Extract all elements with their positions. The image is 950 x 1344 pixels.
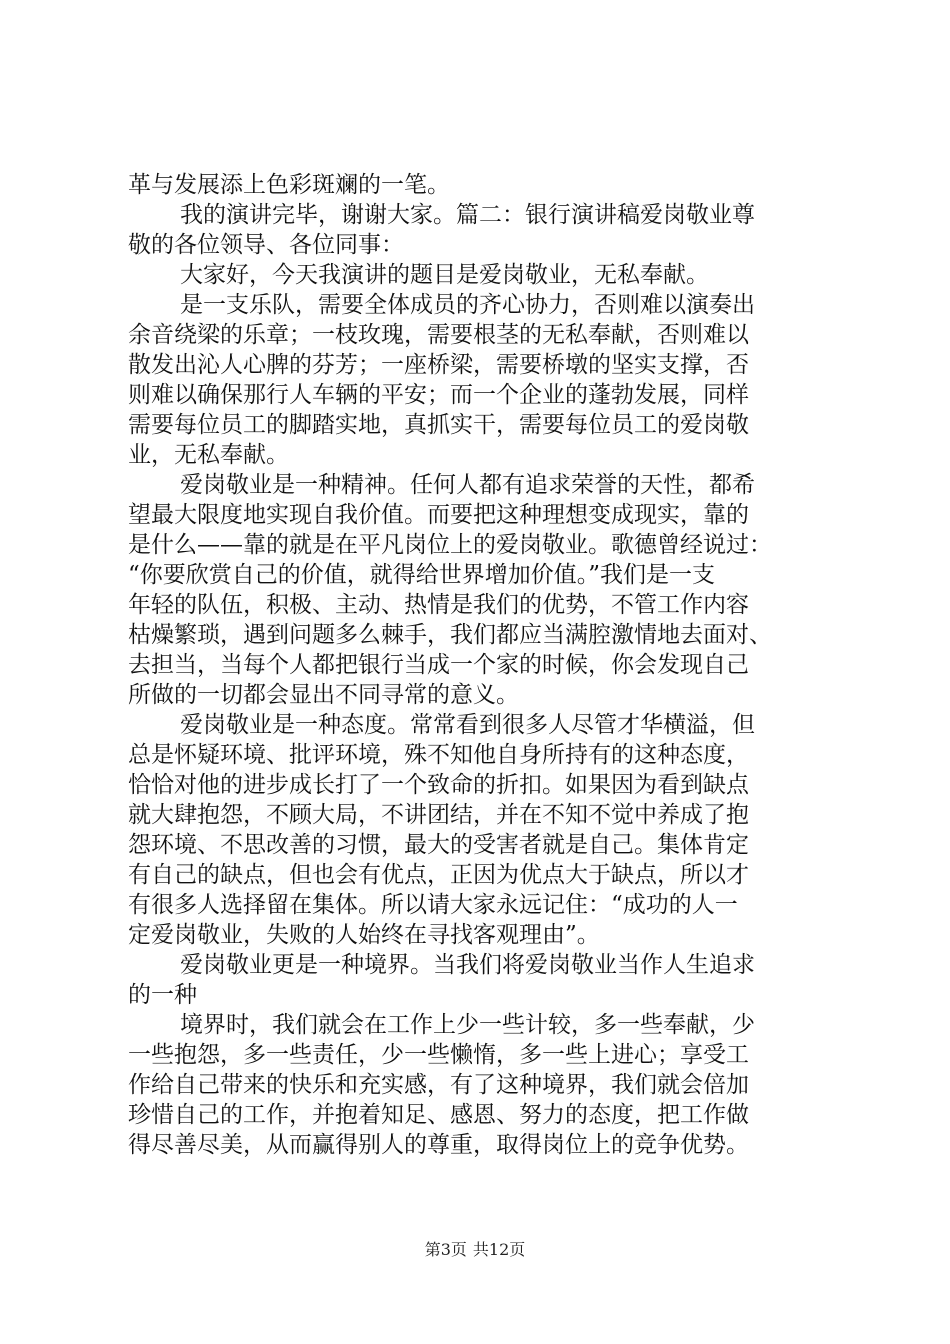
text-line: 余音绕梁的乐章；一枝玫瑰，需要根茎的无私奉献，否则难以: [128, 322, 749, 348]
text-line: 所做的一切都会显出不同寻常的意义。: [128, 682, 519, 708]
text-line: 恰恰对他的进步成长打了一个致命的折扣。如果因为看到缺点: [128, 772, 749, 798]
text-line: 的一种: [128, 982, 197, 1008]
text-line: 有自己的缺点，但也会有优点，正因为优点大于缺点，所以才: [128, 862, 749, 888]
text-line: 需要每位员工的脚踏实地，真抓实干，需要每位员工的爱岗敬: [128, 412, 749, 438]
text-line: 爱岗敬业是一种精神。任何人都有追求荣誉的天性，都希: [180, 472, 755, 498]
text-line: 珍惜自己的工作，并抱着知足、感恩、努力的态度，把工作做: [128, 1102, 749, 1128]
text-line: 枯燥繁琐，遇到问题多么棘手，我们都应当满腔激情地去面对、: [128, 622, 772, 648]
text-line: “你要欣赏自己的价值，就得给世界增加价值。”我们是一支: [128, 562, 716, 588]
text-line: 大家好，今天我演讲的题目是爱岗敬业，无私奉献。: [180, 262, 709, 288]
text-line: 爱岗敬业是一种态度。常常看到很多人尽管才华横溢，但: [180, 712, 755, 738]
text-line: 怨环境、不思改善的习惯，最大的受害者就是自己。集体肯定: [128, 832, 749, 858]
page-number: 第3页: [424, 1240, 467, 1259]
text-line: 散发出沁人心脾的芬芳；一座桥梁，需要桥墩的坚实支撑，否: [128, 352, 749, 378]
text-line: 去担当，当每个人都把银行当成一个家的时候，你会发现自己: [128, 652, 749, 678]
page-total: 共12页: [472, 1240, 526, 1259]
text-line: 就大肆抱怨，不顾大局，不讲团结，并在不知不觉中养成了抱: [128, 802, 749, 828]
text-line: 是什么——靠的就是在平凡岗位上的爱岗敬业。歌德曾经说过：: [128, 532, 772, 558]
text-line: 革与发展添上色彩斑斓的一笔。: [128, 172, 450, 198]
text-line: 总是怀疑环境、批评环境，殊不知他自身所持有的这种态度，: [128, 742, 749, 768]
text-line: 我的演讲完毕，谢谢大家。篇二：银行演讲稿爱岗敬业尊: [180, 202, 755, 228]
text-line: 境界时，我们就会在工作上少一些计较，多一些奉献，少: [180, 1012, 755, 1038]
text-line: 望最大限度地实现自我价值。而要把这种理想变成现实，靠的: [128, 502, 749, 528]
text-line: 一些抱怨，多一些责任，少一些懒惰，多一些上进心；享受工: [128, 1042, 749, 1068]
page-footer: [0, 1238, 950, 1262]
text-line: 有很多人选择留在集体。所以请大家永远记住：“成功的人一: [128, 892, 738, 918]
text-line: 爱岗敬业更是一种境界。当我们将爱岗敬业当作人生追求: [180, 952, 755, 978]
text-line: 得尽善尽美，从而赢得别人的尊重，取得岗位上的竞争优势。: [128, 1132, 749, 1158]
document-body: [128, 170, 828, 1160]
text-line: 定爱岗敬业，失败的人始终在寻找客观理由”。: [128, 922, 600, 948]
text-line: 作给自己带来的快乐和充实感，有了这种境界，我们就会倍加: [128, 1072, 749, 1098]
text-line: 是一支乐队，需要全体成员的齐心协力，否则难以演奏出: [180, 292, 755, 318]
text-line: 年轻的队伍，积极、主动、热情是我们的优势，不管工作内容: [128, 592, 749, 618]
text-line: 敬的各位领导、各位同事：: [128, 232, 404, 258]
text-line: 则难以确保那行人车辆的平安；而一个企业的蓬勃发展，同样: [128, 382, 749, 408]
text-line: 业，无私奉献。: [128, 442, 289, 468]
